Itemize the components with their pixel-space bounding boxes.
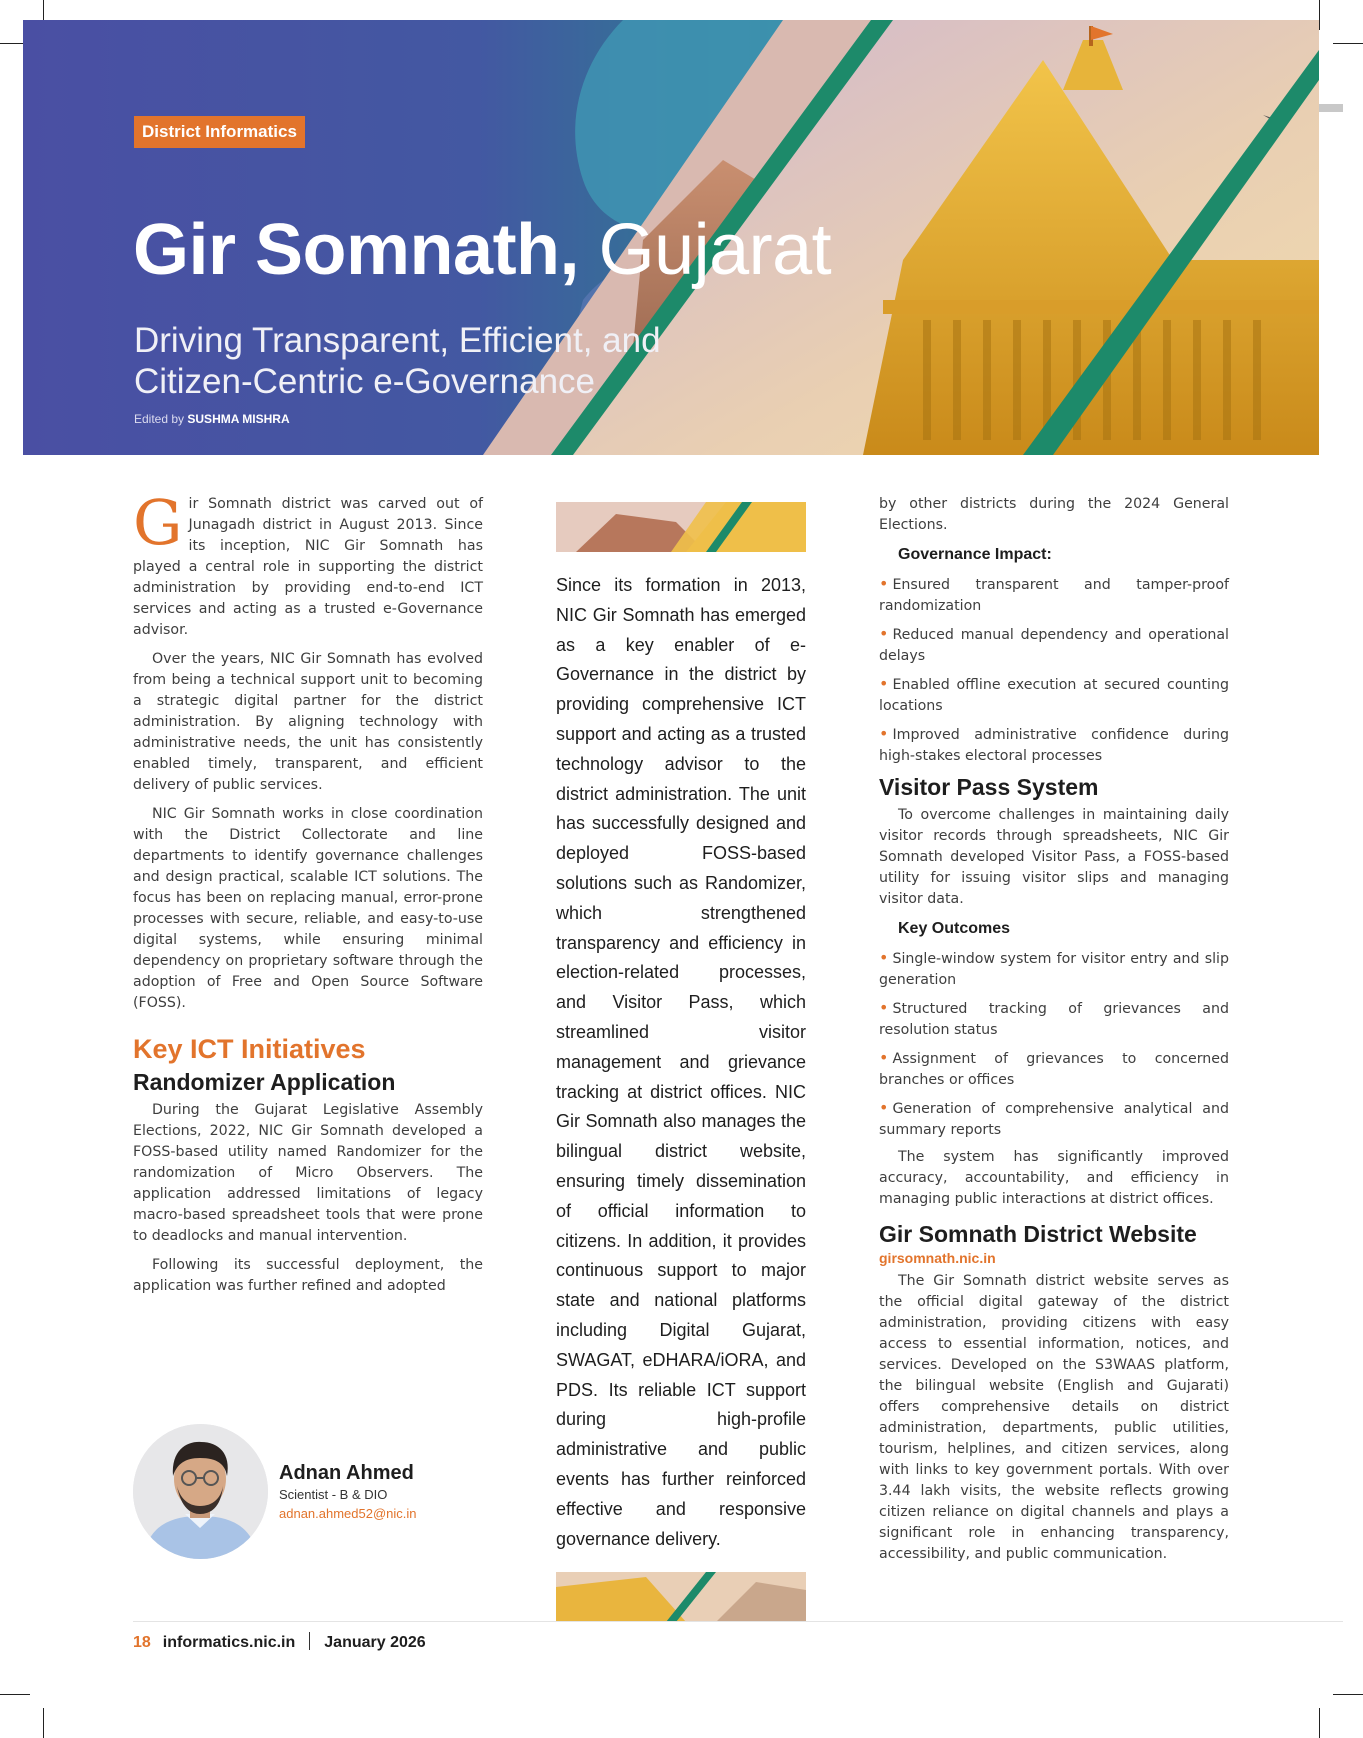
article-column-2 (556, 502, 806, 1622)
list-item (879, 947, 1229, 991)
page-subtitle: Driving Transparent, Efficient, and Citizen-Centric e-Governance (134, 321, 661, 401)
bullet-icon: • (879, 1048, 889, 1067)
page-footer (133, 1632, 426, 1652)
bullet-icon: • (879, 574, 889, 593)
footer-site: informatics.nic.in (162, 1634, 296, 1651)
list-item-text: Improved administrative confidence during high-stakes electoral processes (879, 727, 1229, 764)
crop-mark (1319, 0, 1320, 30)
list-item-text: Ensured transparent and tamper-proof randomization (879, 577, 1229, 614)
author-name: Adnan Ahmed (279, 1462, 414, 1484)
list-item-text: Reduced manual dependency and operational delays (879, 627, 1229, 664)
paragraph: Over the years, NIC Gir Somnath has evolved from being a technical support unit to becoming a strategic digital partner for the district administration. By aligning technology with administrative needs, the unit has consistently enabled timely, transparent, and efficient delivery of public services. (133, 651, 483, 793)
list-item-text: Structured tracking of grievances and resolution status (879, 1001, 1229, 1038)
subsection-heading: Visitor Pass System (879, 774, 1099, 800)
page-number: 18 (133, 1634, 151, 1651)
list-item (879, 673, 1229, 717)
list-item (879, 723, 1229, 767)
footer-issue: January 2026 (324, 1634, 426, 1651)
section-heading: Key ICT Initiatives (133, 1034, 366, 1064)
crop-mark (0, 1694, 30, 1695)
outcomes-list (879, 947, 1229, 1141)
subsection-heading: Key Outcomes (898, 920, 1011, 937)
editor-credit (134, 412, 290, 426)
temple-thumbnail-art (556, 502, 806, 552)
list-item (879, 1047, 1229, 1091)
title-district: Gir Somnath, (133, 210, 580, 290)
page-edge-tab (1319, 104, 1343, 112)
temple-thumbnail-art (556, 1572, 806, 1622)
author-email-link[interactable]: adnan.ahmed52@nic.in (279, 1506, 417, 1521)
editor-prefix: Edited by (134, 412, 185, 426)
editor-name: SUSHMA MISHRA (187, 412, 290, 426)
article-column-1 (133, 486, 483, 1305)
crop-mark (1319, 1708, 1320, 1738)
bullet-icon: • (879, 724, 889, 743)
bullet-icon: • (879, 674, 889, 693)
author-photo-art (133, 1424, 268, 1559)
dropcap: G (133, 486, 183, 559)
list-item (879, 623, 1229, 667)
bullet-icon: • (879, 948, 889, 967)
bullet-icon: • (879, 998, 889, 1017)
website-link[interactable]: girsomnath.nic.in (879, 1250, 996, 1266)
crop-mark (1333, 1694, 1363, 1695)
temple-thumbnail (556, 1572, 806, 1622)
subsection-heading: Governance Impact: (898, 546, 1052, 563)
paragraph: The system has significantly improved accuracy, accountability, and efficiency in managing public interactions at district offices. (879, 1149, 1229, 1207)
list-item (879, 573, 1229, 617)
article-column-3 (879, 494, 1229, 1573)
list-item (879, 997, 1229, 1041)
temple-thumbnail (556, 502, 806, 552)
intro-paragraph (133, 486, 483, 641)
title-state: Gujarat (598, 210, 832, 290)
intro-text: ir Somnath district was carved out of Junagadh district in August 2013. Since its inception, NIC Gir Somnath has played a central role in supporting the district administration by providing end-to-end ICT services and acting as a trusted e-Governance advisor. (133, 496, 483, 638)
author-photo (133, 1424, 268, 1559)
crop-mark (43, 1708, 44, 1738)
list-item-text: Single-window system for visitor entry and slip generation (879, 951, 1229, 988)
list-item-text: Assignment of grievances to concerned branches or offices (879, 1051, 1229, 1088)
impact-list (879, 573, 1229, 767)
section-badge: District Informatics (134, 116, 305, 148)
highlight-text: Since its formation in 2013, NIC Gir Somnath has emerged as a key enabler of e-Governance in the district by providing comprehensive ICT support and acting as a trusted technology advisor to the district administration. The unit has successfully designed and deployed FOSS-based solutions such as Randomizer, which strengthened transparency and efficiency in election-related processes, and Visitor Pass, which streamlined visitor management and grievance tracking at district offices. NIC Gir Somnath also manages the bilingual district website, ensuring timely dissemination of official information to citizens. In addition, it provides continuous support to major state and national platforms including Digital Gujarat, SWAGAT, eDHARA/iORA, and PDS. Its reliable ICT support during high-profile administrative and public events has further reinforced effective and responsive governance delivery. (556, 575, 806, 1549)
footer-divider (133, 1621, 1343, 1622)
subsection-heading: Gir Somnath District Website (879, 1221, 1197, 1247)
paragraph: During the Gujarat Legislative Assembly Elections, 2022, NIC Gir Somnath developed a FOSS-based utility named Randomizer for the randomization of Micro Observers. The application addressed limitations of legacy macro-based spreadsheet tools that were prone to deadlocks and manual intervention. (133, 1102, 483, 1244)
crop-mark (1333, 43, 1363, 44)
bullet-icon: • (879, 624, 889, 643)
page-title (133, 208, 831, 292)
list-item-text: Generation of comprehensive analytical and summary reports (879, 1101, 1229, 1138)
author-role: Scientist - B & DIO (279, 1487, 388, 1502)
paragraph: by other districts during the 2024 General Elections. (879, 496, 1229, 533)
subsection-heading: Randomizer Application (133, 1069, 396, 1095)
footer-separator (309, 1632, 310, 1650)
header-banner (23, 20, 1319, 455)
bullet-icon: • (879, 1098, 889, 1117)
paragraph: To overcome challenges in maintaining daily visitor records through spreadsheets, NIC Gir Somnath developed Visitor Pass, a FOSS-based utility for issuing visitor slips and managing visitor data. (879, 807, 1229, 907)
list-item-text: Enabled offline execution at secured counting locations (879, 677, 1229, 714)
paragraph: NIC Gir Somnath works in close coordination with the District Collectorate and line departments to identify governance challenges and design practical, scalable ICT solutions. The focus has been on replacing manual, error-prone processes with secure, reliable, and easy-to-use digital systems, while ensuring minimal dependency on proprietary software through the adoption of Free and Open Source Software (FOSS). (133, 806, 483, 1011)
paragraph: Following its successful deployment, the application was further refined and adopted (133, 1257, 483, 1294)
paragraph: The Gir Somnath district website serves as the official digital gateway of the district administration, providing citizens with easy access to essential information, notices, and services. Developed on the S3WAAS platform, the bilingual website (English and Gujarati) offers comprehensive details on district administration, departments, public utilities, tourism, helplines, and citizen services, along with links to key government portals. With over 3.44 lakh visits, the website reflects growing citizen reliance on digital channels and plays a significant role in enhancing transparency, accessibility, and public communication. (879, 1273, 1229, 1562)
list-item (879, 1097, 1229, 1141)
